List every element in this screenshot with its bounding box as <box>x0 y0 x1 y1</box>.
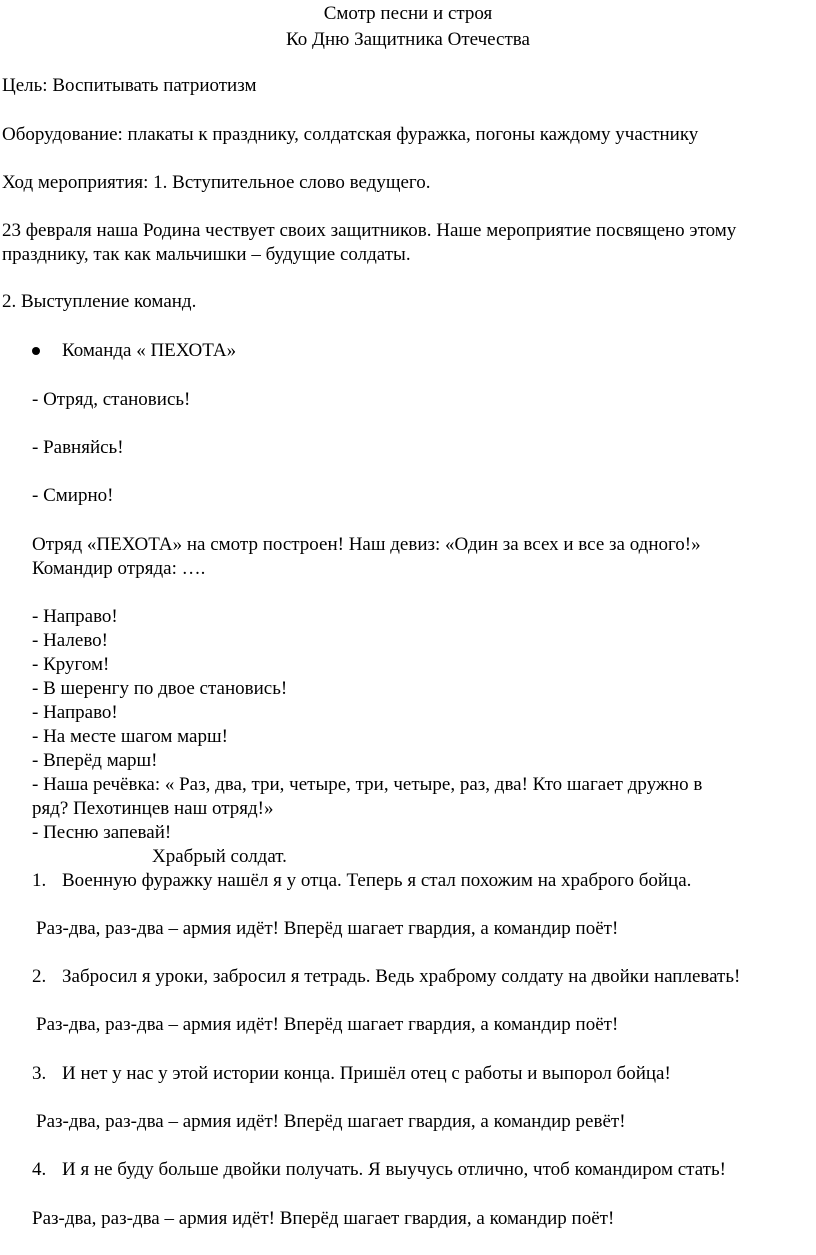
chorus-line: Раз-два, раз-два – армия идёт! Вперёд шагает гвардия, а командир ревёт! <box>36 1111 626 1132</box>
command-line: - Направо! <box>32 606 118 627</box>
command-line: - Налево! <box>32 630 108 651</box>
command-line: - В шеренгу по двое становись! <box>32 678 288 699</box>
verse-text: Военную фуражку нашёл я у отца. Теперь я стал похожим на храброго бойца. <box>62 870 692 891</box>
chant-line-1: - Наша речёвка: « Раз, два, три, четыре, три, четыре, раз, два! Кто шагает дружно в <box>32 774 703 795</box>
chorus-line: Раз-два, раз-два – армия идёт! Вперёд шагает гвардия, а командир поёт! <box>36 918 619 939</box>
motto-line-2: Командир отряда: …. <box>32 558 206 579</box>
chorus-line: Раз-два, раз-два – армия идёт! Вперёд шагает гвардия, а командир поёт! <box>32 1208 615 1229</box>
command-line: - Отряд, становись! <box>32 389 191 410</box>
equipment-line: Оборудование: плакаты к празднику, солдатская фуражка, погоны каждому участнику <box>2 124 699 145</box>
verse-text: Забросил я уроки, забросил я тетрадь. Ведь храброму солдату на двойки наплевать! <box>62 966 741 987</box>
command-line: - Равняйсь! <box>32 437 124 458</box>
team-title: Команда « ПЕХОТА» <box>62 340 237 361</box>
document-title: Смотр песни и строя <box>323 3 493 24</box>
motto-line-1: Отряд «ПЕХОТА» на смотр построен! Наш девиз: «Один за всех и все за одного!» <box>32 534 701 555</box>
chant-line-2: ряд? Пехотинцев наш отряд!» <box>32 798 274 819</box>
intro-line-2: празднику, так как мальчишки – будущие солдаты. <box>2 244 411 265</box>
command-line: - Кругом! <box>32 654 110 675</box>
course-line: Ход мероприятия: 1. Вступительное слово ведущего. <box>2 172 431 193</box>
verse-number: 4. <box>32 1159 47 1180</box>
verse-text: И нет у нас у этой истории конца. Пришёл отец с работы и выпорол бойца! <box>62 1063 671 1084</box>
song-title: Храбрый солдат. <box>152 846 287 867</box>
command-line: - На месте шагом марш! <box>32 726 228 747</box>
intro-line-1: 23 февраля наша Родина чествует своих защитников. Наше мероприятие посвящено этому <box>2 220 737 241</box>
document-subtitle: Ко Дню Защитника Отечества <box>286 29 530 50</box>
bullet-icon <box>32 347 40 355</box>
verse-text: И я не буду больше двойки получать. Я выучусь отлично, чтоб командиром стать! <box>62 1159 726 1180</box>
command-line: - Вперёд марш! <box>32 750 158 771</box>
verse-number: 1. <box>32 870 47 891</box>
goal-line: Цель: Воспитывать патриотизм <box>2 75 257 96</box>
command-line: - Смирно! <box>32 485 114 506</box>
chorus-line: Раз-два, раз-два – армия идёт! Вперёд шагает гвардия, а командир поёт! <box>36 1014 619 1035</box>
verse-number: 2. <box>32 966 47 987</box>
verse-number: 3. <box>32 1063 47 1084</box>
section-2-heading: 2. Выступление команд. <box>2 291 197 312</box>
command-line: - Песню запевай! <box>32 822 172 843</box>
command-line: - Направо! <box>32 702 118 723</box>
